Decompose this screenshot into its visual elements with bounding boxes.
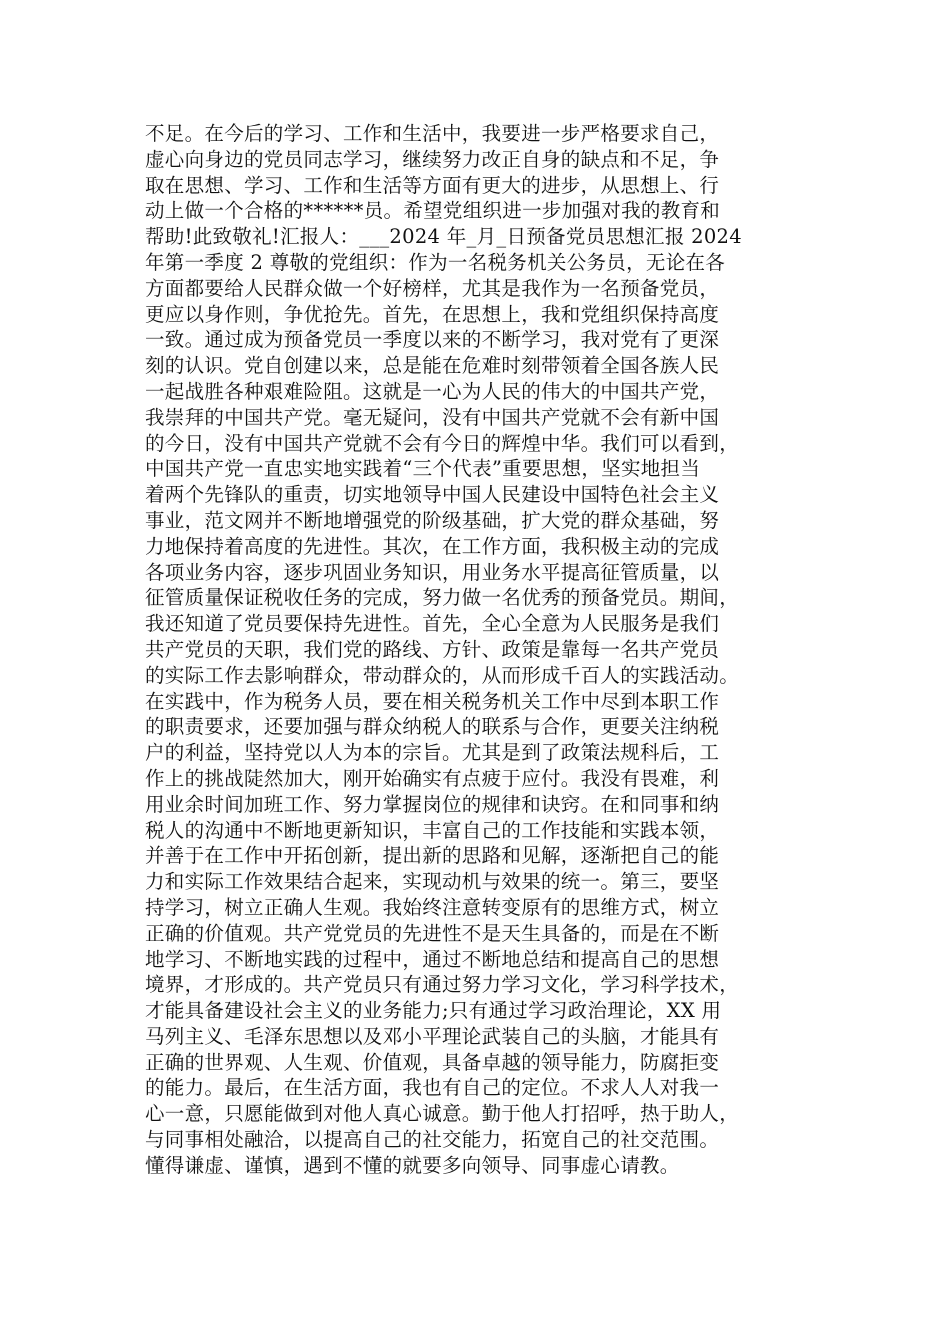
text-line: 正确的世界观、人生观、价值观，具备卓越的领导能力，防腐拒变 [145,1050,720,1074]
text-line: 不足。在今后的学习、工作和生活中，我要进一步严格要求自己， [145,122,720,145]
text-line: 各项业务内容，逐步巩固业务知识，用业务水平提高征管质量，以 [145,560,720,584]
text-line: 的实际工作去影响群众，带动群众的，从而形成千百人的实践活动。 [145,663,740,687]
text-line: 正确的价值观。共产党党员的先进性不是天生具备的，而是在不断 [145,921,720,945]
text-line: 地学习、不断地实践的过程中，通过不断地总结和提高自己的思想 [145,947,720,971]
text-line: 作上的挑战陡然加大，刚开始确实有点疲于应付。我没有畏难，利 [145,766,720,790]
text-line: 在实践中，作为税务人员，要在相关税务机关工作中尽到本职工作 [145,689,720,713]
text-line: 心一意，只愿能做到对他人真心诚意。勤于他人打招呼，热于助人， [145,1102,740,1126]
text-line: 刻的认识。党自创建以来，总是能在危难时刻带领着全国各族人民 [145,354,720,378]
text-line: 虚心向身边的党员同志学习，继续努力改正自身的缺点和不足，争 [145,147,720,171]
text-line: 取在思想、学习、工作和生活等方面有更大的进步，从思想上、行 [145,173,720,197]
text-line: 一起战胜各种艰难险阻。这就是一心为人民的伟大的中国共产党， [145,379,720,403]
text-line: 我崇拜的中国共产党。毫无疑问，没有中国共产党就不会有新中国 [145,405,720,429]
text-line: 年第一季度 2 尊敬的党组织：作为一名税务机关公务员，无论在各 [145,250,726,274]
text-line: 帮助!此致敬礼!汇报人：___2024 年_月_日预备党员思想汇报 2024 [145,225,742,249]
text-line: 的能力。最后，在生活方面，我也有自己的定位。不求人人对我一 [145,1076,720,1100]
text-line: 力地保持着高度的先进性。其次，在工作方面，我积极主动的完成 [145,534,720,558]
text-line: 共产党员的天职，我们党的路线、方针、政策是靠每一名共产党员 [145,637,720,661]
text-line: 征管质量保证税收任务的完成，努力做一名优秀的预备党员。期间， [145,586,740,610]
text-line: 懂得谦虚、谨慎，遇到不懂的就要多向领导、同事虚心请教。 [145,1153,680,1177]
text-line: 一致。通过成为预备党员一季度以来的不断学习，我对党有了更深 [145,328,720,352]
text-line: 我还知道了党员要保持先进性。首先，全心全意为人民服务是我们 [145,612,720,636]
text-line: 持学习，树立正确人生观。我始终注意转变原有的思维方式，树立 [145,895,720,919]
text-line: 境界，才形成的。共产党员只有通过努力学习文化，学习科学技术， [145,973,740,997]
text-line: 的今日，没有中国共产党就不会有今日的辉煌中华。我们可以看到， [145,431,740,455]
text-line: 用业余时间加班工作、努力掌握岗位的规律和诀窍。在和同事和纳 [145,792,720,816]
text-line: 动上做一个合格的******员。希望党组织进一步加强对我的教育和 [145,199,721,223]
text-line: 更应以身作则，争优抢先。首先，在思想上，我和党组织保持高度 [145,302,720,326]
text-line: 才能具备建设社会主义的业务能力;只有通过学习政治理论，XX 用 [145,999,722,1023]
text-line: 事业，范文网并不断地增强党的阶级基础，扩大党的群众基础，努 [145,508,720,532]
text-line: 税人的沟通中不断地更新知识，丰富自己的工作技能和实践本领， [145,818,720,842]
text-line: 力和实际工作效果结合起来，实现动机与效果的统一。第三，要坚 [145,870,720,894]
text-line: 并善于在工作中开拓创新，提出新的思路和见解，逐渐把自己的能 [145,844,720,868]
text-line: 的职责要求，还要加强与群众纳税人的联系与合作，更要关注纳税 [145,715,720,739]
text-line: 马列主义、毛泽东思想以及邓小平理论武装自己的头脑，才能具有 [145,1024,720,1048]
text-line: 户的利益，坚持党以人为本的宗旨。尤其是到了政策法规科后，工 [145,741,720,765]
text-line: 与同事相处融洽，以提高自己的社交能力，拓宽自己的社交范围。 [145,1128,720,1152]
text-line: 中国共产党一直忠实地实践着“三个代表”重要思想，坚实地担当 [145,457,701,481]
text-line: 方面都要给人民群众做一个好榜样，尤其是我作为一名预备党员， [145,276,720,300]
report-body-text [145,121,825,1179]
text-line: 着两个先锋队的重责，切实地领导中国人民建设中国特色社会主义 [145,483,720,507]
